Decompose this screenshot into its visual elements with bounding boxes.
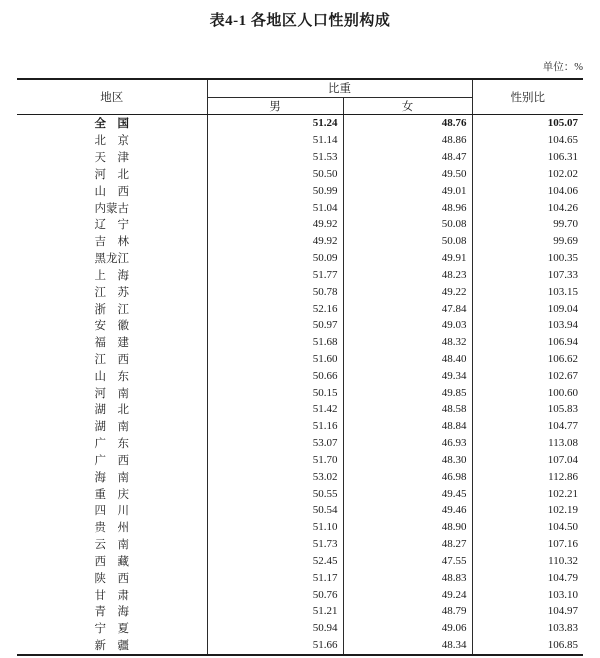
region-cell: 湖 北 [17,401,207,418]
sex-ratio-cell: 103.94 [547,319,578,332]
female-share-cell: 49.34 [343,367,472,384]
table-row [17,536,583,553]
sex-ratio-cell: 105.83 [547,403,578,416]
sex-ratio-cell: 110.32 [548,554,578,567]
male-share-cell: 51.16 [207,418,343,435]
male-share-cell: 51.77 [207,266,343,283]
region-cell: 新 疆 [17,637,207,655]
female-share-cell: 49.24 [343,586,472,603]
female-share-cell: 49.22 [343,283,472,300]
sex-ratio-cell: 102.02 [547,167,578,180]
female-share-cell: 48.32 [343,334,472,351]
female-share-cell: 49.03 [343,317,472,334]
female-share-cell: 48.40 [343,351,472,368]
male-share-cell: 50.55 [207,485,343,502]
table-row [17,334,583,351]
female-share-cell: 50.08 [343,233,472,250]
sex-ratio-cell: 99.70 [553,218,578,231]
male-share-cell: 51.42 [207,401,343,418]
region-cell: 内蒙古 [17,199,207,216]
male-share-cell: 51.24 [207,115,343,132]
sex-ratio-cell: 104.79 [547,571,578,584]
region-cell: 山 东 [17,367,207,384]
sex-ratio-cell: 107.16 [547,538,578,551]
region-cell: 江 西 [17,351,207,368]
region-cell: 江 苏 [17,283,207,300]
table-row [17,637,583,655]
sex-ratio-cell: 106.85 [547,639,578,652]
table-row [17,233,583,250]
male-share-cell: 51.73 [207,536,343,553]
table-row [17,283,583,300]
table-row [17,300,583,317]
table-row [17,351,583,368]
male-share-cell: 53.02 [207,468,343,485]
female-share-cell: 47.84 [343,300,472,317]
male-share-cell: 50.54 [207,502,343,519]
region-cell: 北 京 [17,132,207,149]
sex-ratio-cell: 104.26 [547,201,578,214]
sex-ratio-cell: 104.65 [547,134,578,147]
female-share-cell: 49.50 [343,165,472,182]
col-header-sex-ratio: 性别比 [472,79,583,115]
male-share-cell: 51.10 [207,519,343,536]
male-share-cell: 49.92 [207,233,343,250]
female-share-cell: 48.84 [343,418,472,435]
male-share-cell: 50.97 [207,317,343,334]
female-share-cell: 46.93 [343,435,472,452]
region-cell: 海 南 [17,468,207,485]
female-share-cell: 46.98 [343,468,472,485]
female-share-cell: 48.58 [343,401,472,418]
region-cell: 辽 宁 [17,216,207,233]
region-cell: 陕 西 [17,569,207,586]
table-row [17,199,583,216]
region-cell: 宁 夏 [17,620,207,637]
table-header [17,79,583,115]
sex-ratio-cell: 104.06 [547,184,578,197]
col-header-male: 男 [207,97,343,115]
table-row [17,401,583,418]
male-share-cell: 51.17 [207,569,343,586]
table-row [17,418,583,435]
male-share-cell: 49.92 [207,216,343,233]
table-row [17,250,583,267]
sex-ratio-cell: 106.31 [547,151,578,164]
female-share-cell: 48.34 [343,637,472,655]
sex-ratio-cell: 113.08 [548,437,578,450]
sex-ratio-cell: 102.21 [547,487,578,500]
region-cell: 上 海 [17,266,207,283]
sex-ratio-cell: 107.04 [547,453,578,466]
sex-ratio-cell: 103.83 [547,622,578,635]
table-row [17,586,583,603]
region-cell: 广 西 [17,452,207,469]
table-row [17,569,583,586]
region-cell: 西 藏 [17,553,207,570]
male-share-cell: 50.76 [207,586,343,603]
region-cell: 广 东 [17,435,207,452]
sex-ratio-cell: 103.10 [547,588,578,601]
male-share-cell: 52.45 [207,553,343,570]
male-share-cell: 52.16 [207,300,343,317]
female-share-cell: 48.86 [343,132,472,149]
sex-ratio-cell: 107.33 [547,268,578,281]
female-share-cell: 48.90 [343,519,472,536]
male-share-cell: 50.78 [207,283,343,300]
table-row [17,620,583,637]
table-row [17,485,583,502]
table-row [17,468,583,485]
sex-ratio-cell: 100.60 [547,386,578,399]
region-cell: 河 北 [17,165,207,182]
sex-ratio-cell: 102.67 [547,369,578,382]
col-header-proportion-group: 比重 [207,79,472,97]
table-row [17,553,583,570]
region-cell: 黑龙江 [17,250,207,267]
table-row [17,132,583,149]
table-title: 表4-1 各地区人口性别构成 [209,13,391,29]
table-row [17,317,583,334]
sex-ratio-cell: 104.97 [547,605,578,618]
female-share-cell: 47.55 [343,553,472,570]
region-cell: 重 庆 [17,485,207,502]
region-cell: 浙 江 [17,300,207,317]
region-cell: 青 海 [17,603,207,620]
male-share-cell: 50.66 [207,367,343,384]
region-cell: 湖 南 [17,418,207,435]
unit-note: 单位：% [542,62,583,73]
male-share-cell: 51.66 [207,637,343,655]
sex-ratio-cell: 106.62 [547,353,578,365]
male-share-cell: 51.68 [207,334,343,351]
region-cell: 吉 林 [17,233,207,250]
female-share-cell: 49.46 [343,502,472,519]
table-row [17,115,583,132]
male-share-cell: 51.53 [207,149,343,166]
female-share-cell: 48.76 [343,115,472,132]
region-cell: 福 建 [17,334,207,351]
sex-ratio-cell: 106.94 [547,336,578,349]
sex-ratio-cell: 104.50 [547,521,578,534]
table-row [17,367,583,384]
female-share-cell: 49.06 [343,620,472,637]
female-share-cell: 48.47 [343,149,472,166]
header-row-1 [17,79,583,97]
female-share-cell: 49.91 [343,250,472,267]
female-share-cell: 48.23 [343,266,472,283]
table-row [17,435,583,452]
female-share-cell: 48.83 [343,569,472,586]
female-share-cell: 48.79 [343,603,472,620]
male-share-cell: 51.14 [207,132,343,149]
region-cell: 云 南 [17,536,207,553]
sex-ratio-cell: 102.19 [547,504,578,517]
table-row [17,384,583,401]
male-share-cell: 50.94 [207,620,343,637]
table-row [17,182,583,199]
female-share-cell: 49.01 [343,182,472,199]
table-row [17,452,583,469]
male-share-cell: 50.09 [207,250,343,267]
table-row [17,502,583,519]
table-row [17,603,583,620]
region-cell: 全 国 [17,115,207,132]
sex-ratio-cell: 104.77 [547,420,578,433]
col-header-female: 女 [343,97,472,115]
table-row [17,216,583,233]
region-cell: 安 徽 [17,317,207,334]
region-cell: 贵 州 [17,519,207,536]
male-share-cell: 51.60 [207,351,343,368]
female-share-cell: 48.96 [343,199,472,216]
male-share-cell: 50.99 [207,182,343,199]
region-cell: 河 南 [17,384,207,401]
col-header-region: 地区 [17,79,207,115]
region-cell: 山 西 [17,182,207,199]
population-sex-composition-table [17,78,583,656]
male-share-cell: 51.70 [207,452,343,469]
table-body [17,115,583,655]
male-share-cell: 53.07 [207,435,343,452]
female-share-cell: 49.45 [343,485,472,502]
region-cell: 甘 肃 [17,586,207,603]
female-share-cell: 48.27 [343,536,472,553]
sex-ratio-cell: 109.04 [547,302,578,315]
region-cell: 四 川 [17,502,207,519]
female-share-cell: 50.08 [343,216,472,233]
sex-ratio-cell: 99.69 [553,235,578,248]
sex-ratio-cell: 103.15 [547,285,578,298]
male-share-cell: 51.21 [207,603,343,620]
sex-ratio-cell: 105.07 [547,117,578,130]
male-share-cell: 50.50 [207,165,343,182]
table-row [17,165,583,182]
table-row [17,149,583,166]
sex-ratio-cell: 112.86 [548,470,578,483]
male-share-cell: 50.15 [207,384,343,401]
region-cell: 天 津 [17,149,207,166]
table-row [17,519,583,536]
male-share-cell: 51.04 [207,199,343,216]
sex-ratio-cell: 100.35 [547,252,578,265]
female-share-cell: 49.85 [343,384,472,401]
table-row [17,266,583,283]
female-share-cell: 48.30 [343,452,472,469]
